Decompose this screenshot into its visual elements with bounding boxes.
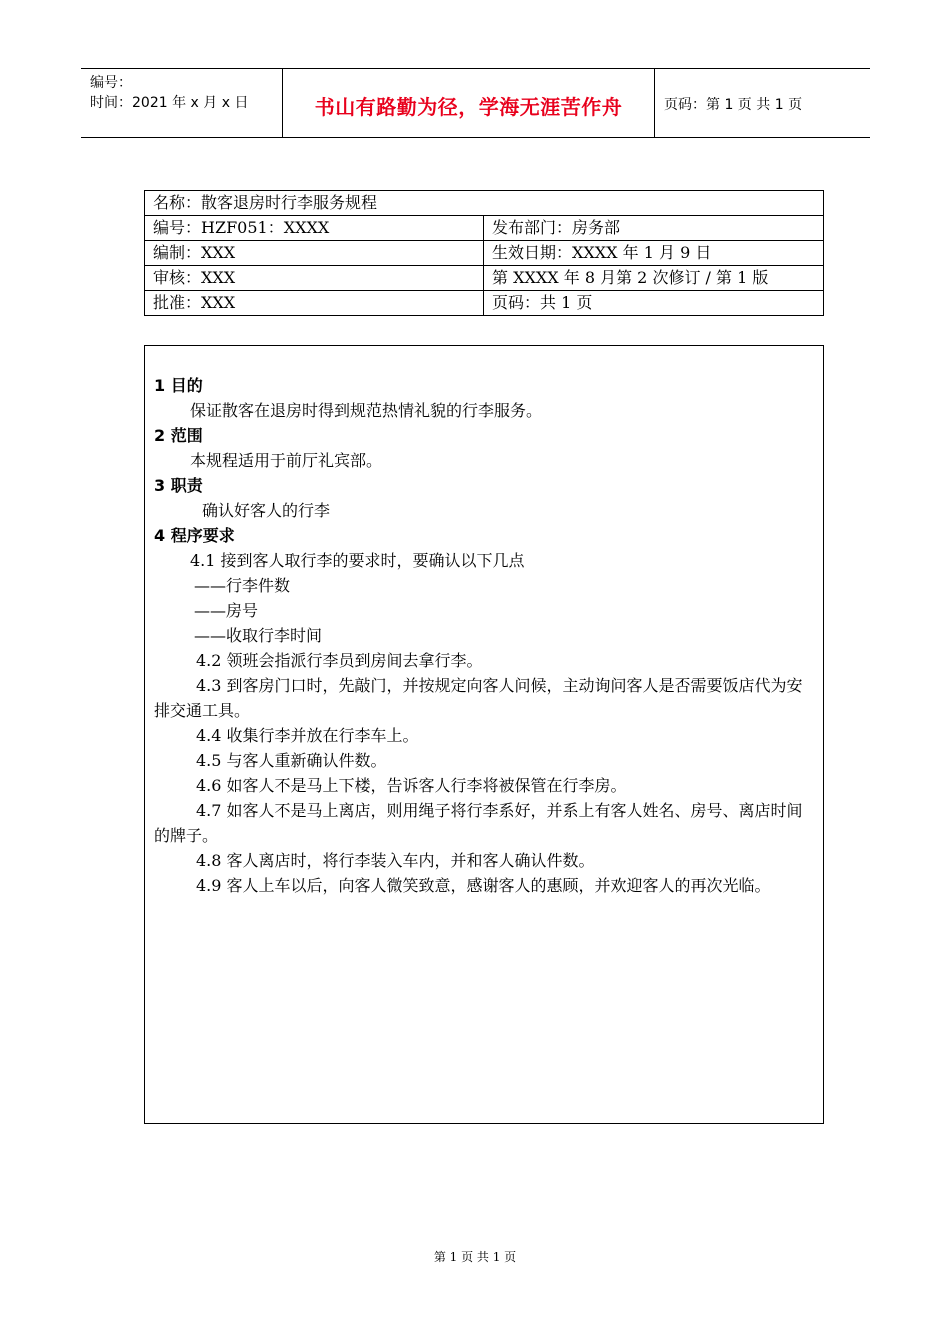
table-cell: 页码：共 1 页 — [484, 291, 824, 316]
document-info-table — [144, 190, 824, 316]
table-row — [145, 191, 824, 216]
table-cell: 发布部门：房务部 — [484, 216, 824, 241]
table-row — [145, 216, 824, 241]
table-row — [145, 241, 824, 266]
table-cell: 编制：XXX — [145, 241, 484, 266]
header-meta — [90, 73, 248, 113]
paragraph: 4.8 客人离店时，将行李装入车内，并和客人确认件数。 — [196, 851, 595, 870]
paragraph: 4.1 接到客人取行李的要求时，要确认以下几点 — [190, 551, 525, 570]
paragraph: 4.2 领班会指派行李员到房间去拿行李。 — [196, 651, 483, 670]
page-footer: 第 1 页 共 1 页 — [433, 1250, 517, 1264]
section-title: 3 职责 — [154, 476, 203, 495]
list-item: ——收取行李时间 — [194, 626, 323, 645]
section-title: 1 目的 — [154, 376, 203, 395]
table-cell: 批准：XXX — [145, 291, 484, 316]
procedure-content — [154, 373, 816, 898]
procedure-body — [144, 345, 824, 1124]
table-row — [145, 266, 824, 291]
paragraph: 确认好客人的行李 — [202, 501, 331, 520]
table-cell: 审核：XXX — [145, 266, 484, 291]
table-cell: 第 XXXX 年 8 月第 2 次修订 / 第 1 版 — [484, 266, 824, 291]
time-label: 时间：2021 年 x 月 x 日 — [90, 95, 249, 111]
list-item: ——行李件数 — [194, 576, 291, 595]
paragraph: 保证散客在退房时得到规范热情礼貌的行李服务。 — [190, 401, 543, 420]
table-row — [145, 291, 824, 316]
table-cell: 生效日期：XXXX 年 1 月 9 日 — [484, 241, 824, 266]
number-label: 编号： — [90, 75, 132, 91]
paragraph: 4.9 客人上车以后，向客人微笑致意，感谢客人的惠顾，并欢迎客人的再次光临。 — [196, 876, 771, 895]
paragraph: 本规程适用于前厅礼宾部。 — [190, 451, 383, 470]
header-divider — [654, 69, 655, 137]
paragraph: 4.7 如客人不是马上离店，则用绳子将行李系好，并系上有客人姓名、房号、离店时间的牌子。 — [154, 801, 803, 845]
section-title: 2 范围 — [154, 426, 203, 445]
document-header — [81, 68, 870, 138]
paragraph: 4.4 收集行李并放在行李车上。 — [196, 726, 419, 745]
header-motto: 书山有路勤为径，学海无涯苦作舟 — [314, 95, 623, 119]
paragraph: 4.6 如客人不是马上下楼，告诉客人行李将被保管在行李房。 — [196, 776, 627, 795]
paragraph: 4.3 到客房门口时，先敲门，并按规定向客人问候，主动询问客人是否需要饭店代为安排交通工具。 — [154, 676, 803, 720]
table-cell: 编号：HZF051：XXXX — [145, 216, 484, 241]
section-title: 4 程序要求 — [154, 526, 235, 545]
header-page-label: 页码：第 1 页 共 1 页 — [664, 97, 803, 113]
paragraph: 4.5 与客人重新确认件数。 — [196, 751, 387, 770]
document-name: 名称：散客退房时行李服务规程 — [145, 191, 824, 216]
list-item: ——房号 — [194, 601, 259, 620]
